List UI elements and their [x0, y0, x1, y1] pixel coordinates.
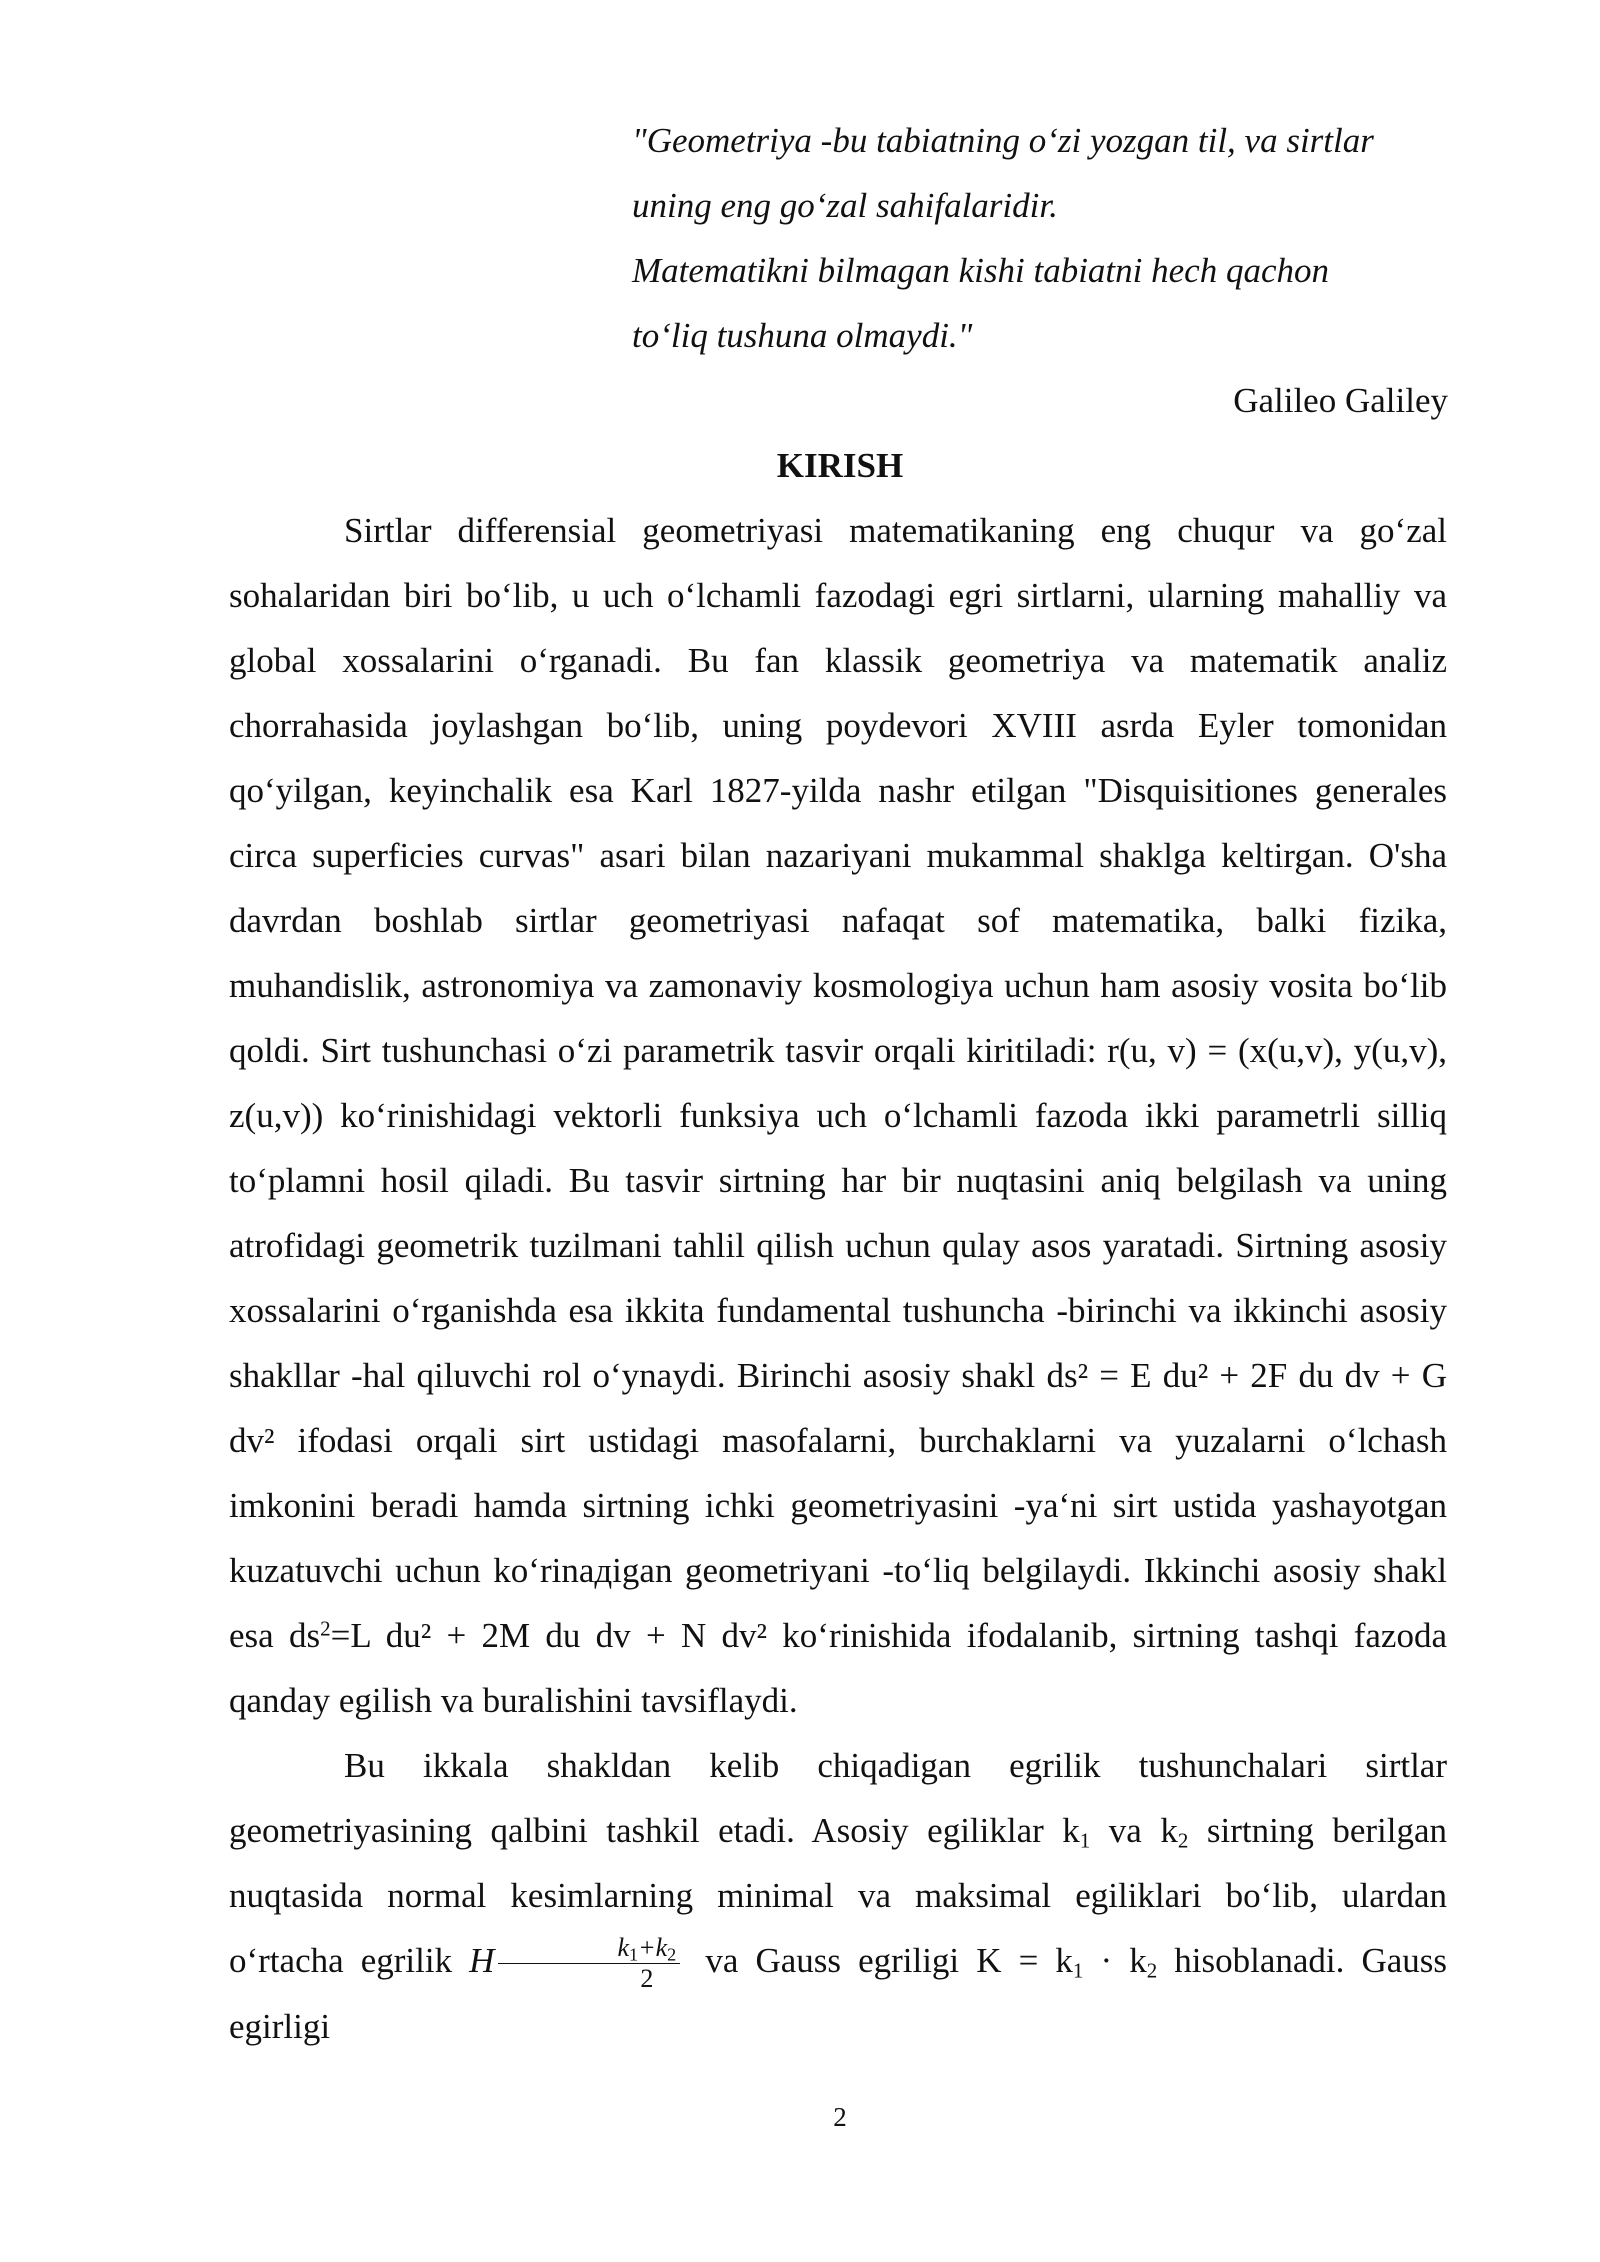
epigraph-line: Matematikni bilmagan kishi tabiatni hech qachon	[632, 251, 1329, 290]
numerator-k1: k	[617, 1933, 629, 1963]
epigraph-line: uning eng go‘zal sahifalaridir.	[632, 186, 1058, 225]
paragraph-2-text: Bu ikkala shakldan kelib chiqadigan egrilik tushunchalari sirtlar geometriyasining qalbini tashkil etadi. Asosiy egiliklar k	[229, 1746, 1447, 1850]
fraction-numerator	[498, 1933, 680, 1964]
paragraph-2	[229, 1733, 1447, 2059]
epigraph-author: Galileo Galiley	[1233, 381, 1448, 420]
subscript: 2	[1177, 1828, 1189, 1853]
paragraph-1-text: Sirtlar differensial geometriyasi matematikaning eng chuqur va go‘zal sohalaridan biri bo‘lib, u uch o‘lchamli fazodagi egri sirtlarni, ularning mahalliy va global xossalarini o‘rganadi. Bu fan klassik geometriya va matematik analiz chorrahasida joylashgan bo‘lib, uning poydevori XVIII asrda Eyler tomonidan qo‘yilgan, keyinchalik esa Karl 1827-yilda nashr etilgan "Disquisitiones generales circa superficies curvas" asari bilan nazariyani mukammal shaklga keltirgan. O'sha davrdan boshlab sirtlar geometriyasi nafaqat sof matematika, balki fizika, muhandislik, astronomiya va zamonaviy kosmologiya uchun ham asosiy vosita bo‘lib qoldi. Sirt tushunchasi o‘zi parametrik tasvir orqali kiritiladi: r(u, v) = (x(u,v), y(u,v), z(u,v)) ko‘rinishidagi vektorli funksiya uch o‘lchamli fazoda ikki parametrli silliq to‘plamni hosil qiladi. Bu tasvir sirtning har bir nuqtasini aniq belgilash va uning atrofidagi geometrik tuzilmani tahlil qilish uchun qulay asos yaratadi. Sirtning asosiy xossalarini o‘rganishda esa ikkita fundamental tushuncha -birinchi va ikkinchi asosiy shakllar -hal qiluvchi rol o‘ynaydi. Birinchi asosiy shakl ds² = E du² + 2F du dv + G dv² ifodasi orqali sirt ustidagi masofalarni, burchaklarni va yuzalarni o‘lchash imkonini beradi hamda sirtning ichki geometriyasini -ya‘ni sirt ustida yashayotgan kuzatuvchi uchun ko‘rinадigan geometriyani -to‘liq belgilaydi. Ikkinchi asosiy shakl esa ds	[229, 511, 1447, 1655]
subscript: 2	[667, 1945, 677, 1966]
epigraph-line: to‘liq tushuna olmaydi."	[632, 316, 973, 355]
epigraph-quote	[632, 108, 1447, 368]
paragraph-1	[229, 498, 1447, 1733]
epigraph-line: "Geometriya -bu tabiatning o‘zi yozgan til, va sirtlar	[632, 121, 1374, 160]
superscript: 2	[320, 1616, 331, 1641]
formula-fraction	[498, 1933, 680, 1994]
paragraph-2-text: · k	[1083, 1941, 1147, 1980]
section-heading: KIRISH	[776, 446, 904, 485]
numerator-plus: +	[638, 1933, 656, 1963]
page-number: 2	[833, 2102, 847, 2132]
paragraph-2-text: sirtning berilgan nuqtasida normal kesimlarning minimal va maksimal egiliklari bo‘lib, ulardan o‘rtacha egrilik	[229, 1811, 1447, 1980]
subscript: 1	[1079, 1828, 1091, 1853]
body-text	[229, 498, 1447, 2059]
subscript: 1	[628, 1945, 639, 1966]
paragraph-2-text-end: hisoblanadi. Gauss egirligi	[229, 1941, 1448, 2047]
numerator-k2: k	[655, 1933, 668, 1963]
paragraph-2-text: va Gauss egriligi K = k	[688, 1941, 1073, 1980]
paragraph-2-text: va k	[1090, 1811, 1178, 1850]
formula-h-symbol: H	[469, 1941, 495, 1980]
fraction-denominator: 2	[640, 1964, 654, 1994]
subscript: 1	[1072, 1958, 1084, 1983]
paragraph-1-text-end: =L du² + 2M du dv + N dv² ko‘rinishida ifodalanib, sirtning tashqi fazoda qanday egilish va buralishini tavsiflaydi.	[229, 1616, 1447, 1720]
subscript: 2	[1146, 1958, 1158, 1983]
